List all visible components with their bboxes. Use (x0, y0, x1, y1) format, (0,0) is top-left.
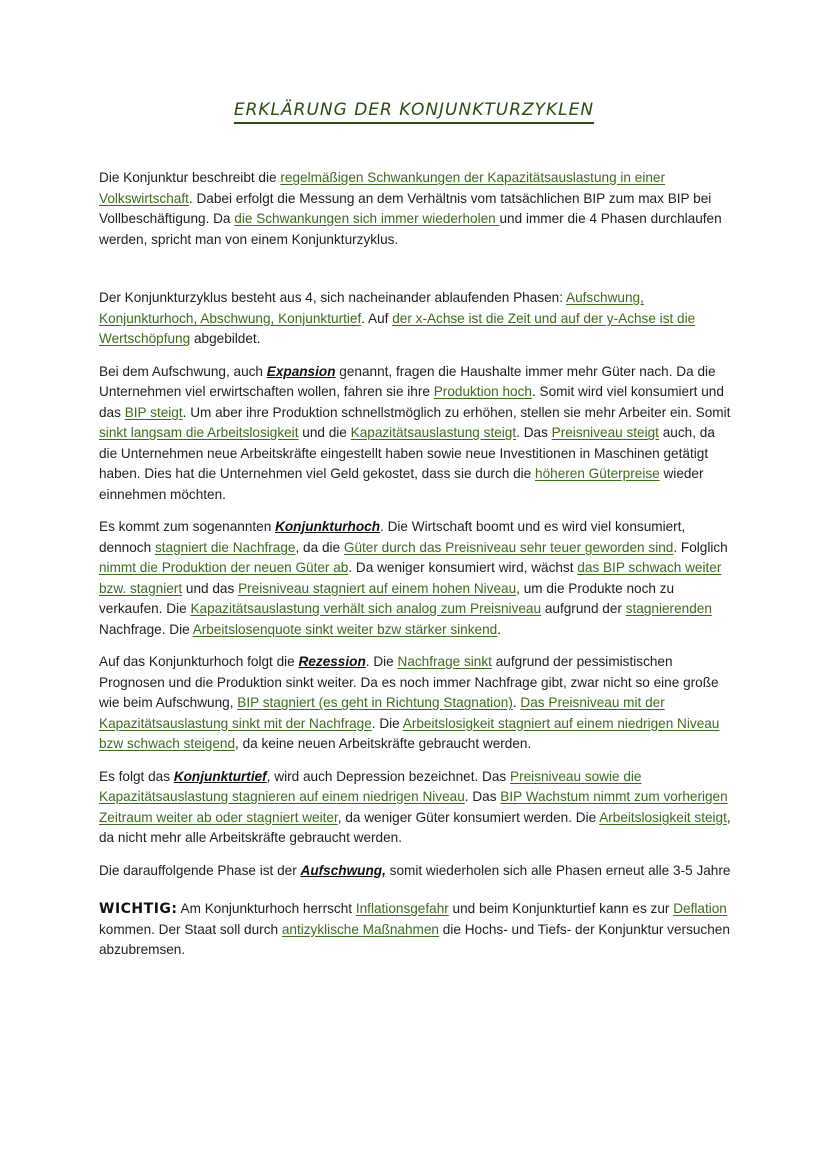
text: . Auf (361, 310, 393, 326)
text: und das (182, 580, 239, 596)
highlight: Güter durch das Preisniveau sehr teuer geworden sind (343, 539, 674, 555)
text: , da nicht mehr alle Arbeitskräfte gebraucht werden. (99, 809, 731, 845)
text: Nachfrage. Die (99, 621, 193, 637)
highlight: die Schwankungen sich immer wiederholen (234, 211, 500, 226)
text: , da die (295, 539, 344, 555)
text: Die darauffolgende Phase ist der (99, 862, 301, 878)
highlight: der x-Achse ist die Zeit und auf der y-Achse ist die Wertschöpfung (99, 310, 696, 346)
paragraph-important (99, 899, 731, 961)
highlight: antizyklische Maßnahmen (281, 921, 439, 937)
page-title-text: ERKLÄRUNG DER KONJUNKTURZYKLEN (234, 100, 594, 124)
text: . Da weniger konsumiert wird, wächst (348, 560, 578, 575)
text: . Die Wirtschaft boomt und es wird viel konsumiert, dennoch (99, 519, 686, 555)
text: , wird auch Depression bezeichnet. Das (266, 768, 511, 784)
text: wieder einnehmen möchten. (99, 466, 704, 502)
text: auch, da die Unternehmen neue Arbeitskräfte eingestellt haben sowie neue Investitionen in Maschinen getätigt haben. Dies hat die Unternehmen viel Geld gekostet, dass sie durch die (99, 425, 715, 481)
paragraph-cycle-repeat (99, 861, 731, 882)
text: Die Konjunktur beschreibt die (99, 170, 281, 185)
text: abgebildet. (190, 331, 261, 346)
text: , da weniger Güter konsumiert werden. Die (337, 809, 600, 825)
highlight: Arbeitslosenquote sinkt weiter bzw stärker sinkend (192, 621, 498, 637)
text: und immer die 4 Phasen durchlaufen werden, spricht man von einem Konjunkturzyklus. (99, 211, 722, 247)
highlight: Kapazitätsauslastung verhält sich analog zum Preisniveau (190, 601, 542, 616)
text: Am Konjunkturhoch herrscht (177, 901, 356, 916)
keyword: Rezession (298, 654, 366, 669)
highlight: BIP Wachstum nimmt zum vorherigen Zeitraum weiter ab oder stagniert weiter (99, 789, 728, 825)
text: , um die Produkte noch zu verkaufen. Die (99, 580, 675, 616)
text: . Dabei erfolgt die Messung an dem Verhältnis vom tatsächlichen BIP zum max BIP bei Vollbeschäftigung. Da (99, 190, 712, 226)
highlight: regelmäßigen Schwankungen der Kapazitätsauslastung in einer Volkswirtschaft (99, 170, 666, 206)
keyword: Konjunkturhoch (275, 519, 381, 534)
paragraph-recession (99, 652, 731, 755)
text: Es kommt zum sogenannten (99, 519, 276, 534)
text: und die (298, 425, 351, 440)
highlight: nimmt die Produktion der neuen Güter ab (99, 560, 349, 575)
text: . Die (371, 715, 403, 731)
text: Es folgt das (99, 768, 174, 784)
text: Auf das Konjunkturhoch folgt die (99, 654, 299, 669)
highlight: Arbeitslosigkeit steigt (599, 809, 727, 825)
text: . Somit wird viel konsumiert und das (99, 384, 724, 420)
keyword: Aufschwung, (300, 862, 386, 878)
paragraph-intro (99, 168, 731, 250)
paragraph-boom (99, 517, 731, 640)
important-label: WICHTIG: (99, 901, 178, 917)
text: . Das (516, 425, 552, 440)
highlight: stagnierenden (625, 601, 712, 616)
highlight: BIP stagniert (es geht in Richtung Stagnation) (237, 695, 513, 710)
keyword: Konjunkturtief (173, 768, 267, 784)
highlight: das BIP schwach weiter bzw. stagniert (99, 560, 722, 596)
highlight: Deflation (673, 901, 727, 916)
paragraph-phases (99, 288, 731, 350)
text: genannt, fragen die Haushalte immer mehr Güter nach. Da die Unternehmen viel erwirtschaften wollen, fahren sie ihre (99, 363, 716, 399)
text: . (512, 695, 521, 710)
paragraph-depression (99, 767, 731, 849)
document-body (99, 168, 731, 973)
text: . Das (464, 789, 501, 804)
text: Der Konjunkturzyklus besteht aus 4, sich nacheinander ablaufenden Phasen: (99, 290, 567, 305)
highlight: Preisniveau sowie die Kapazitätsauslastung stagnieren auf einem niedrigen Niveau (99, 768, 642, 804)
text: aufgrund der pessimistischen Prognosen und die Produktion sinkt weiter. Da es noch immer Nachfrage gibt, zwar nicht so eine große wie beim Aufschwung, (99, 654, 719, 710)
highlight: stagniert die Nachfrage (154, 539, 296, 555)
highlight: Preisniveau steigt (551, 425, 659, 440)
highlight: Preisniveau stagniert auf einem hohen Niveau (238, 580, 517, 596)
keyword: Expansion (266, 363, 336, 379)
text: . Die (365, 654, 398, 669)
highlight: Aufschwung, Konjunkturhoch, Abschwung, Konjunkturtief (99, 290, 644, 326)
text: Bei dem Aufschwung, auch (99, 363, 267, 379)
highlight: höheren Güterpreise (535, 466, 660, 481)
text: kommen. Der Staat soll durch (99, 921, 282, 937)
highlight: Nachfrage sinkt (397, 654, 492, 669)
text: . Um aber ihre Produktion schnellstmöglich zu erhöhen, stellen sie mehr Arbeiter ein. Somit (182, 404, 731, 420)
text: und beim Konjunkturtief kann es zur (448, 901, 674, 916)
highlight: Das Preisniveau mit der Kapazitätsauslastung sinkt mit der Nachfrage (99, 695, 665, 731)
highlight: Inflationsgefahr (355, 901, 449, 916)
page-title (0, 100, 828, 120)
highlight: Arbeitslosigkeit stagniert auf einem niedrigen Niveau bzw schwach steigend (99, 715, 720, 751)
text: somit wiederholen sich alle Phasen erneut alle 3-5 Jahre (385, 862, 731, 878)
text: aufgrund der (541, 601, 626, 616)
paragraph-expansion (99, 362, 731, 506)
highlight: BIP steigt (124, 404, 183, 420)
text: die Hochs- und Tiefs- der Konjunktur versuchen abzubremsen. (99, 921, 730, 957)
highlight: sinkt langsam die Arbeitslosigkeit (99, 425, 299, 440)
highlight: Produktion hoch (433, 384, 532, 399)
text: , da keine neuen Arbeitskräfte gebraucht werden. (235, 736, 532, 751)
text: . Folglich (673, 539, 728, 555)
highlight: Kapazitätsauslastung steigt (350, 425, 517, 440)
text: . (497, 621, 501, 637)
